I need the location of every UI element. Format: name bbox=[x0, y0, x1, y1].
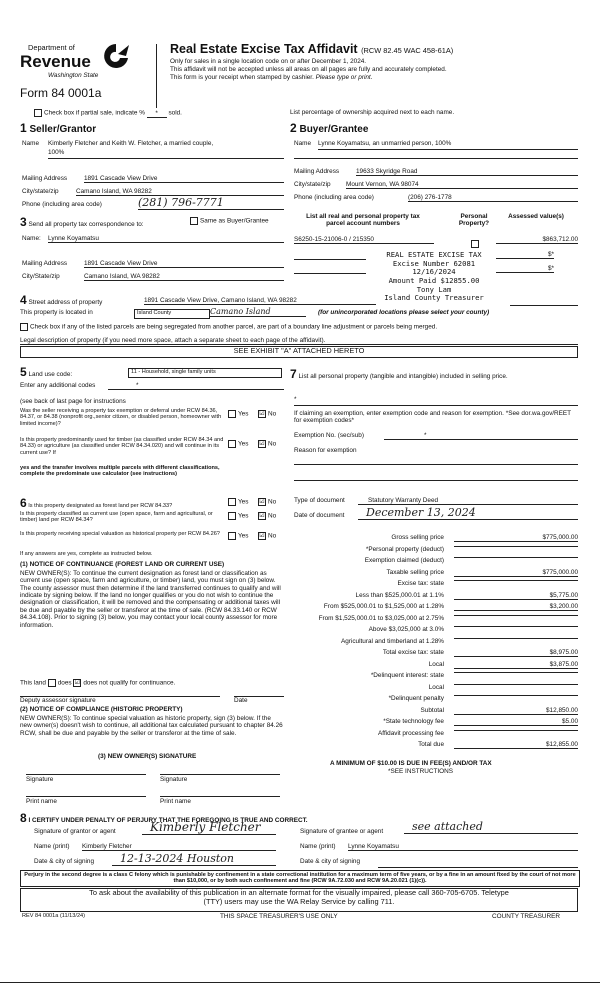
correspond-addr-label: Mailing Address bbox=[22, 260, 68, 267]
q2-yes[interactable]: Yes bbox=[228, 440, 248, 448]
seller-city-label: City/state/zip bbox=[22, 188, 59, 195]
correspond-name[interactable]: Lynne Koyamatsu bbox=[48, 235, 284, 243]
f3-yes[interactable]: Yes bbox=[228, 532, 248, 540]
doc-type-label: Type of document bbox=[294, 497, 345, 504]
correspond-name-label: Name: bbox=[22, 235, 41, 242]
f1-no[interactable]: ☑ No bbox=[259, 498, 277, 506]
segregate-checkbox[interactable] bbox=[20, 323, 28, 331]
tax-row-label: Taxable selling price bbox=[386, 568, 444, 576]
county-select[interactable]: Island County bbox=[134, 309, 210, 319]
tax-row-label: *Personal property (deduct) bbox=[365, 545, 444, 553]
does-not-checkbox[interactable]: ☑ bbox=[74, 680, 81, 686]
seller-address[interactable]: 1891 Cascade View Drive bbox=[84, 175, 284, 183]
notice-2-text: NEW OWNER(S): To continue special valuation as historic property, sign (3) below. If the new owner(s) doesn't wish to continue, all additional tax calculated pursuant to chapter 84.26 RCW, shall be due and payable by the seller or transferor at the time of sale. bbox=[20, 715, 283, 737]
tax-row-label: From $1,525,000.01 to $3,025,000 at 2.75% bbox=[318, 614, 444, 622]
seller-city[interactable]: Camano Island, WA 98282 bbox=[76, 188, 284, 196]
owner-sig-label-2: Signature bbox=[160, 776, 188, 783]
partial-sale: Check box if partial sale, indicate % * sold. bbox=[34, 109, 182, 118]
buyer-name[interactable]: Lynne Koyamatsu, an unmarried person, 100% bbox=[318, 140, 452, 147]
tax-row-value[interactable] bbox=[454, 638, 578, 639]
dept-state: Washington State bbox=[48, 72, 99, 79]
tax-row-label: Exemption claimed (deduct) bbox=[364, 557, 444, 564]
seller-name-label: Name bbox=[22, 140, 40, 147]
legal-description[interactable]: SEE EXHIBIT "A" ATTACHED HERETO bbox=[20, 346, 578, 358]
uninc-note: (for unincorporated locations please select your county) bbox=[318, 309, 490, 316]
exemption-no[interactable]: * bbox=[384, 432, 578, 440]
minimum-note: A MINIMUM OF $10.00 IS DUE IN FEE(S) AND/OR TAX bbox=[330, 760, 492, 767]
dept-name: Revenue bbox=[20, 52, 91, 71]
ownership-note: List percentage of ownership acquired next to each name. bbox=[290, 109, 455, 116]
same-as-buyer-checkbox[interactable] bbox=[190, 217, 198, 225]
tax-row-label: Subtotal bbox=[420, 706, 444, 714]
note-2: This affidavit will not be accepted unless all areas on all pages are fully and accurately completed. bbox=[170, 66, 447, 73]
doc-type[interactable]: Statutory Warranty Deed bbox=[358, 497, 578, 505]
tax-row-value[interactable]: $12,850.00 bbox=[454, 707, 578, 715]
exemption-no-label: Exemption No. (sec/sub) bbox=[294, 432, 364, 439]
tax-row-value[interactable] bbox=[454, 626, 578, 627]
forest-q3: Is this property receiving special valuation as historical property per RCW 84.26? bbox=[20, 531, 220, 537]
tax-row-label: Above $3,025,000 at 3.0% bbox=[368, 626, 444, 633]
grantor-sig-label: Signature of grantor or agent bbox=[34, 828, 116, 835]
owner-print-label-1: Print name bbox=[26, 798, 57, 805]
tax-row-label: Agricultural and timberland at 1.28% bbox=[340, 637, 444, 645]
deputy-date-label: Date bbox=[234, 697, 248, 704]
tax-row-label: Gross selling price bbox=[391, 534, 444, 541]
forest-q2: Is this property classified as current use (open space, farm and agricultural, or timber) land per RCW 84.34? bbox=[20, 511, 213, 524]
seller-name[interactable]: Kimberly Fletcher and Keith W. Fletcher, a married couple, bbox=[48, 140, 214, 147]
buyer-phone-label: Phone (including area code) bbox=[294, 194, 374, 201]
tax-row-label: From $525,000.01 to $1,525,000 at 1.28% bbox=[323, 603, 444, 610]
f2-no[interactable]: ☑ No bbox=[259, 512, 277, 520]
notice-1-heading: (1) NOTICE OF CONTINUANCE (FOREST LAND OR CURRENT USE) bbox=[20, 561, 225, 568]
parcel-col-header: List all real and personal property tax parcel account numbers bbox=[306, 213, 420, 228]
city-handwritten[interactable]: Camano Island bbox=[210, 307, 306, 317]
rev-number: REV 84 0001a (11/13/24) bbox=[22, 913, 86, 919]
exemption-note: If claiming an exemption, enter exemption code and reason for exemption. *See dor.wa.gov/REET for exemption codes* bbox=[294, 410, 571, 425]
f1-yes[interactable]: Yes bbox=[228, 498, 248, 506]
if-any-note: If any answers are yes, complete as instructed below. bbox=[20, 551, 153, 557]
buyer-name-label: Name bbox=[294, 140, 312, 147]
tax-row-value[interactable]: $8,975.00 bbox=[454, 649, 578, 657]
located-label: This property is located in bbox=[20, 309, 93, 316]
grantee-signature[interactable]: see attached bbox=[404, 820, 578, 834]
county-treasurer: COUNTY TREASURER bbox=[492, 913, 560, 920]
correspond-heading: 3 Send all property tax correspondence to: bbox=[20, 215, 144, 229]
notice-2-heading: (2) NOTICE OF COMPLIANCE (HISTORIC PROPERTY) bbox=[20, 706, 183, 713]
tax-row-value[interactable] bbox=[454, 730, 578, 731]
exemption-question: Was the seller receiving a property tax exemption or deferral under RCW 84.36, 84.37, or 84.38 (nonprofit org.,senior citizen, or disabled person, homeowner with limited income)? bbox=[20, 408, 222, 427]
tax-row-value[interactable]: $12,855.00 bbox=[454, 741, 578, 749]
tax-row-label: Excise tax: state bbox=[397, 580, 444, 587]
tax-row-label: Less than $525,000.01 at 1.1% bbox=[355, 591, 444, 599]
form-number: Form 84 0001a bbox=[20, 86, 102, 100]
seller-name-2[interactable]: 100% bbox=[48, 149, 65, 156]
exemption-reason-label: Reason for exemption bbox=[294, 447, 357, 454]
correspond-address[interactable]: 1891 Cascade View Drive bbox=[84, 260, 284, 268]
doc-date-label: Date of document bbox=[294, 512, 345, 519]
notice-3-heading: (3) NEW OWNER(S) SIGNATURE bbox=[98, 753, 197, 760]
street-address[interactable]: 1891 Cascade View Drive, Camano Island, WA 98282 bbox=[144, 297, 376, 305]
f3-no[interactable]: ☑ No bbox=[259, 532, 277, 540]
doc-date[interactable]: December 13, 2024 bbox=[358, 506, 578, 520]
buyer-heading: 2 Buyer/Grantee bbox=[290, 121, 369, 135]
tax-row-value[interactable]: $3,200.00 bbox=[454, 603, 578, 611]
alt-format-notice: To ask about the availability of this publication in an alternate format for the visually impaired, please call 360-705-6705. Teletype (TTY) users may use the WA Relay Service by calling 711. bbox=[20, 888, 578, 912]
see-instructions: *SEE INSTRUCTIONS bbox=[388, 768, 453, 775]
notice-1-text: NEW OWNER(S): To continue the current designation as forest land or classification as current use (open space, farm and agriculture, or timber) land, you must sign on (3) below. The county assessor must then determine if the land transferred continues to qualify and will indicate by signing below. If the land no longer qualifies or you do not wish to continue the designation or classification, it will be removed and the compensating or additional taxes will be due and payable by the seller or transferor at the time of sale. (RCW 84.33.140 or RCW 84.34.108). Prior to signing (3) below, you may contact your local county assessor for more information. bbox=[20, 570, 281, 629]
personal-property-value[interactable]: * bbox=[294, 396, 297, 403]
grantor-signature[interactable]: Kimberly Fletcher bbox=[142, 820, 276, 835]
additional-codes-label: Enter any additional codes bbox=[20, 382, 96, 389]
treasurer-stamp: REAL ESTATE EXCISE TAX Excise Number 62081 12/16/2024 Amount Paid $12855.00 Tony Lam Island County Treasurer bbox=[384, 250, 484, 303]
correspond-city-label: City/State/zip bbox=[22, 273, 60, 280]
tax-row-value[interactable] bbox=[454, 672, 578, 673]
seller-phone-label: Phone (including area code) bbox=[22, 201, 102, 208]
grantor-date-label: Date & city of signing bbox=[34, 858, 95, 865]
same-as-buyer[interactable]: Same as Buyer/Grantee bbox=[190, 217, 269, 225]
tax-row-value[interactable] bbox=[454, 557, 578, 558]
tax-row-value[interactable] bbox=[454, 684, 578, 685]
does-checkbox[interactable] bbox=[48, 679, 56, 687]
grantee-sig-label: Signature of grantee or agent bbox=[300, 828, 384, 835]
legal-label: Legal description of property (if you need more space, attach a separate sheet to each page of the affidavit). bbox=[20, 337, 578, 345]
tax-row-label: *State technology fee bbox=[383, 718, 444, 725]
note-1: Only for sales in a single location code on or after December 1, 2024. bbox=[170, 58, 367, 65]
partial-sale-checkbox[interactable] bbox=[34, 109, 42, 117]
buyer-city[interactable]: Mount Vernon, WA 98074 bbox=[346, 181, 578, 189]
q1-no[interactable]: ☑ No bbox=[259, 410, 277, 418]
grantor-name-label: Name (print) bbox=[34, 843, 70, 850]
personal-col-header: Personal Property? bbox=[458, 213, 490, 228]
landuse-select[interactable]: 11 - Household, single family units bbox=[128, 368, 282, 378]
grantee-name[interactable]: Lynne Koyamatsu bbox=[348, 843, 578, 851]
tax-row-label: *Delinquent penalty bbox=[388, 695, 444, 702]
timber-question-b: yes and the transfer involves multiple parcels with different classifications, complete the predominate use calculator (see instructions) bbox=[20, 465, 220, 478]
additional-codes[interactable]: * bbox=[108, 382, 284, 390]
owner-print-label-2: Print name bbox=[160, 798, 191, 805]
parcel-number[interactable]: S6250-15-21006-0 / 215350 bbox=[294, 236, 434, 244]
see-back-note: (see back of last page for instructions bbox=[20, 398, 126, 405]
tax-row-label: *Delinquent interest: state bbox=[370, 672, 444, 679]
assessed-value-2[interactable]: $* bbox=[496, 251, 554, 259]
tax-row-label: Total excise tax: state bbox=[382, 649, 444, 656]
buyer-city-label: City/state/zip bbox=[294, 181, 331, 188]
continuance-choice[interactable]: This land does ☑ does not qualify for continuance. bbox=[20, 679, 176, 687]
seller-heading: 1 Seller/Grantor bbox=[20, 121, 97, 135]
owner-sig-label-1: Signature bbox=[26, 776, 54, 783]
tax-row-value[interactable] bbox=[454, 695, 578, 696]
tax-row-value[interactable]: $3,875.00 bbox=[454, 661, 578, 669]
tax-row-label: Total due bbox=[418, 741, 444, 748]
segregate-check[interactable]: Check box if any of the listed parcels are being segregated from another parcel, are part of a boundary line adjustment or parcels being merged. bbox=[20, 323, 437, 331]
tax-row-value[interactable] bbox=[454, 546, 578, 547]
note-3: This form is your receipt when stamped by cashier. Please type or print. bbox=[170, 74, 373, 81]
tax-row-value[interactable] bbox=[454, 615, 578, 616]
perjury-notice: Perjury in the second degree is a class C felony which is punishable by confinement in a state correctional institution for a maximum term of five years, or by a fine in an amount fixed by the court of not more than $10,000, or by both such confinement and fine (RCW 9A.72.030 and RCW 9A.20.021 (1)(c)). bbox=[20, 870, 580, 887]
forest-q1: 6 Is this property designated as forest land per RCW 84.33? bbox=[20, 496, 173, 510]
landuse-label: 5 Land use code: bbox=[20, 365, 73, 379]
seller-addr-label: Mailing Address bbox=[22, 175, 68, 182]
revenue-logo-icon bbox=[102, 42, 130, 72]
correspond-city[interactable]: Camano Island, WA 98282 bbox=[84, 273, 284, 281]
seller-phone[interactable]: (281) 796-7771 bbox=[138, 196, 284, 210]
assessed-value-3[interactable]: $* bbox=[496, 265, 554, 273]
assessed-col-header: Assessed value(s) bbox=[508, 213, 564, 220]
tax-row-label: Local bbox=[428, 683, 444, 691]
q1-yes[interactable]: Yes bbox=[228, 410, 248, 418]
tax-row-value[interactable]: $775,000.00 bbox=[454, 534, 578, 542]
certify-heading: 8 I CERTIFY UNDER PENALTY OF PERJURY THAT THE FOREGOING IS TRUE AND CORRECT. bbox=[20, 811, 308, 825]
dept-label: Department of bbox=[28, 43, 75, 52]
timber-question: Is this property predominantly used for timber (as classified under RCW 84.34 and 84.33) or agriculture (as classified under RCW 84.34.020) and will continue in its current use? If bbox=[20, 437, 224, 456]
tax-row-label: Affidavit processing fee bbox=[378, 729, 444, 737]
buyer-phone[interactable]: (206) 276-1778 bbox=[408, 194, 578, 202]
tax-row-label: Local bbox=[428, 660, 444, 668]
buyer-addr-label: Mailing Address bbox=[294, 168, 340, 175]
street-label: 4 Street address of property bbox=[20, 293, 103, 307]
tax-row-value[interactable]: $5,775.00 bbox=[454, 592, 578, 600]
grantee-date-label: Date & city of signing bbox=[300, 858, 361, 865]
grantor-name[interactable]: Kimberly Fletcher bbox=[82, 843, 276, 851]
treasurer-only: THIS SPACE TREASURER'S USE ONLY bbox=[220, 913, 338, 920]
personal-property-label: 7 List all personal property (tangible and intangible) included in selling price. bbox=[290, 367, 508, 381]
buyer-address[interactable]: 19633 Skyridge Road bbox=[356, 168, 578, 176]
tax-row-value[interactable]: $5.00 bbox=[454, 718, 578, 726]
grantee-name-label: Name (print) bbox=[300, 843, 336, 850]
tax-row-value[interactable]: $775,000.00 bbox=[454, 569, 578, 577]
tax-row-value[interactable] bbox=[454, 580, 578, 581]
assessed-value[interactable]: $863,712.00 bbox=[496, 236, 578, 244]
f2-yes[interactable]: Yes bbox=[228, 512, 248, 520]
form-title: Real Estate Excise Tax Affidavit (RCW 82.45 WAC 458-61A) bbox=[170, 42, 454, 56]
q2-no[interactable]: ☑ No bbox=[259, 440, 277, 448]
deputy-sig-label: Deputy assessor signature bbox=[20, 697, 96, 704]
grantor-date-city[interactable]: 12-13-2024 Houston bbox=[112, 852, 276, 866]
